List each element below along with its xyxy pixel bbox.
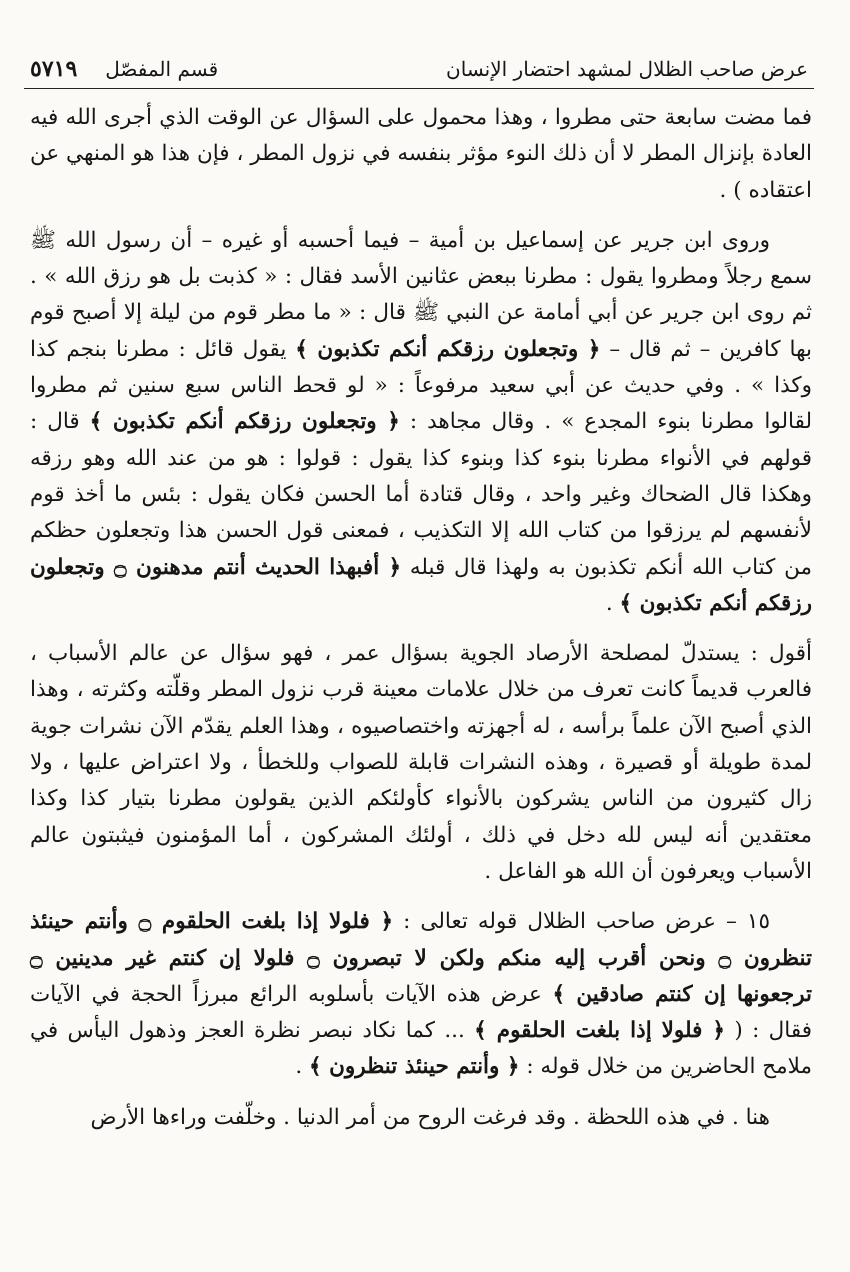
header-left-group — [30, 56, 218, 82]
text-run: وروى ابن جرير عن إسماعيل بن أمية – فيما أحسبه أو غيره – أن رسول الله ﷺ سمع رجلاً ومطروا يقول : مطرنا ببعض عثانين الأسد فقال : « كذبت بل هو رزق الله » . ثم روى ابن جرير عن أبي أمامة عن النبي ﷺ قال : « ما مطر قوم من ليلة إلا أصبح قوم بها كافرين – ثم قال – — [30, 227, 812, 362]
paragraph — [30, 100, 812, 209]
page-body — [30, 100, 812, 1150]
quran-verse: ﴿ فلولا إذا بلغت الحلقوم ﴾ — [474, 1018, 726, 1044]
text-run: . — [605, 590, 620, 616]
quran-verse: ﴿ وتجعلون رزقكم أنكم تكذبون ﴾ — [89, 409, 400, 435]
text-run: عرض هذه الآيات بأسلوبه الرائع مبرزاً الحجة في الآيات فقال : ( — [30, 981, 812, 1044]
text-run: هنا . في هذه اللحظة . وقد فرغت الروح من أمر الدنيا . وخلّفت وراءها الأرض — [90, 1104, 770, 1130]
text-run: ... كما نكاد نبصر نظرة العجز وذهول اليأس في ملامح الحاضرين من خلال قوله : — [30, 1018, 812, 1080]
quran-verse: ﴿ وأنتم حينئذ تنظرون ﴾ — [309, 1054, 520, 1080]
page-header — [30, 52, 808, 86]
section-name: قسم المفصّل — [105, 57, 219, 81]
text-run: . — [295, 1054, 310, 1080]
running-title: عرض صاحب الظلال لمشهد احتضار الإنسان — [446, 57, 808, 81]
text-run: قال : قولهم في الأنواء مطرنا بنوء كذا وبنوء كذا يقول : قولوا : هو من عند الله وهو رزقه وهكذا قال الضحاك وغير واحد ، وقال قتادة أما الحسن فكان يقول : بئس ما أخذ قوم لأنفسهم لم يرزقوا من كتاب الله إلا التكذيب ، فمعنى قول الحسن هذا وتجعلون حظكم من كتاب الله أنكم تكذبون به ولهذا قال قبله — [30, 409, 812, 580]
text-run: ١٥ – عرض صاحب الظلال قوله تعالى : — [393, 909, 770, 935]
quran-verse: ﴿ أفبهذا الحديث أنتم مدهنون ۝ وتجعلون رزقكم أنكم تكذبون ﴾ — [30, 554, 812, 616]
paragraph — [30, 636, 812, 890]
paragraph — [30, 223, 812, 622]
text-run: يقول قائل : مطرنا بنجم كذا وكذا » . وفي حديث عن أبي سعيد مرفوعاً : « لو قحط الناس سبع سنين ثم مطروا لقالوا مطرنا بنوء المجدع » . وقال مجاهد : — [30, 336, 812, 435]
paragraph — [30, 1100, 812, 1136]
text-run: أقول : يستدلّ لمصلحة الأرصاد الجوية بسؤال عمر ، فهو سؤال عن عالم الأسباب ، فالعرب قديماً كانت تعرف من خلال علامات معينة قرب نزول المطر وقلّته وكثرته ، وهذا الذي أصبح الآن علماً برأسه ، له أجهزته واختصاصيوه ، وهذا العلم يقدّم الآن نشرات جوية لمدة طويلة أو قصيرة ، وهذه النشرات قابلة للصواب وللخطأ ، ولا اعتراض عليها ، ولا زال كثيرون من الناس يشركون بالأنواء كأولئكم الذين يقولون مطرنا بتيار كذا وكذا معتقدين أنه ليس لله دخل في ذلك ، أولئك المشركون ، أما المؤمنون فيثبتون عالم الأسباب ويعرفون أن الله هو الفاعل . — [30, 641, 812, 884]
page-number: ٥٧١٩ — [30, 56, 78, 82]
header-rule — [24, 88, 814, 89]
text-run: فما مضت سابعة حتى مطروا ، وهذا محمول على السؤال عن الوقت الذي أجرى الله فيه العادة بإنزال المطر لا أن ذلك النوء مؤثر بنفسه في نزول المطر ، فإن هذا هو المنهي عن اعتقاده ) . — [30, 105, 812, 203]
quran-verse: ﴿ وتجعلون رزقكم أنكم تكذبون ﴾ — [295, 336, 601, 362]
paragraph — [30, 904, 812, 1085]
quran-verse: ﴿ فلولا إذا بلغت الحلقوم ۝ وأنتم حينئذ تنظرون ۝ ونحن أقرب إليه منكم ولكن لا تبصرون ۝ فلولا إن كنتم غير مدينين ۝ ترجعونها إن كنتم صادقين ﴾ — [30, 909, 812, 1007]
